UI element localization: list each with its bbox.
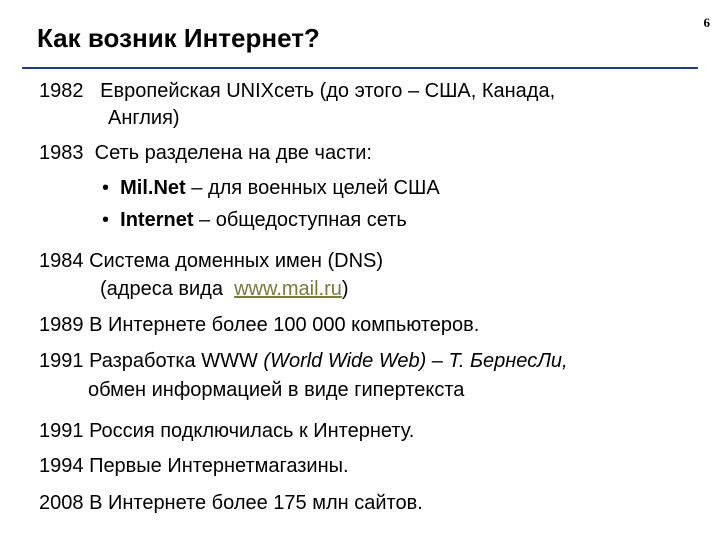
year-label: 1991: [39, 350, 84, 372]
network-desc: – для военных целей США: [185, 177, 440, 199]
bullet-icon: •: [102, 177, 110, 199]
entry-text-italic: Т. БернесЛи,: [448, 350, 568, 372]
entry-text: Россия подключилась к Интернету.: [89, 420, 415, 442]
year-label: 1994: [39, 455, 84, 477]
example-link[interactable]: www.mail.ru: [234, 278, 342, 300]
entry-text-italic: (World Wide Web): [263, 350, 427, 372]
year-label: 2008: [39, 492, 84, 514]
entry-text: (адреса вида: [100, 278, 229, 300]
slide-title: Как возник Интернет?: [37, 23, 320, 53]
entry-1984-line2: [100, 277, 349, 301]
entry-text: Сеть разделена на две части:: [94, 142, 372, 164]
entry-1991-www-line2: [88, 378, 464, 402]
entry-text: –: [426, 350, 449, 372]
entry-text: Европейская UNIXсеть (до этого – США, Канада,: [100, 80, 556, 102]
list-item: [102, 176, 440, 200]
entry-1982-line1: [39, 79, 555, 103]
entry-text: Англия): [108, 107, 180, 129]
entry-text: Первые Интернетмагазины.: [89, 455, 349, 477]
entry-1982-line2: [108, 106, 180, 130]
network-term: Mil.Net: [120, 177, 186, 199]
entry-text: В Интернете более 100 000 компьютеров.: [89, 314, 480, 336]
year-label: 1984: [39, 250, 84, 272]
network-term: Internet: [120, 209, 194, 231]
bullet-icon: •: [102, 209, 110, 231]
year-label: 1983: [39, 142, 84, 164]
entry-1994: [39, 454, 349, 478]
entry-text: ): [341, 278, 349, 300]
title-divider: [22, 67, 698, 69]
entry-1989: [39, 313, 479, 337]
year-label: 1989: [39, 314, 84, 336]
list-item: [102, 208, 407, 232]
entry-1983: [39, 141, 372, 165]
entry-1991-www-line1: [39, 349, 568, 373]
year-label: 1991: [39, 420, 84, 442]
page-number: 6: [703, 15, 710, 30]
entry-text: Система доменных имен (DNS): [89, 250, 384, 272]
entry-text: обмен информацией в виде гипертекста: [88, 379, 465, 401]
entry-1991-russia: [39, 419, 414, 443]
entry-text: В Интернете более 175 млн сайтов.: [89, 492, 423, 514]
entry-1984-line1: [39, 249, 383, 273]
entry-text: Разработка WWW: [89, 350, 264, 372]
entry-2008: [39, 491, 423, 515]
year-label: 1982: [39, 80, 84, 102]
network-desc: – общедоступная сеть: [193, 209, 407, 231]
